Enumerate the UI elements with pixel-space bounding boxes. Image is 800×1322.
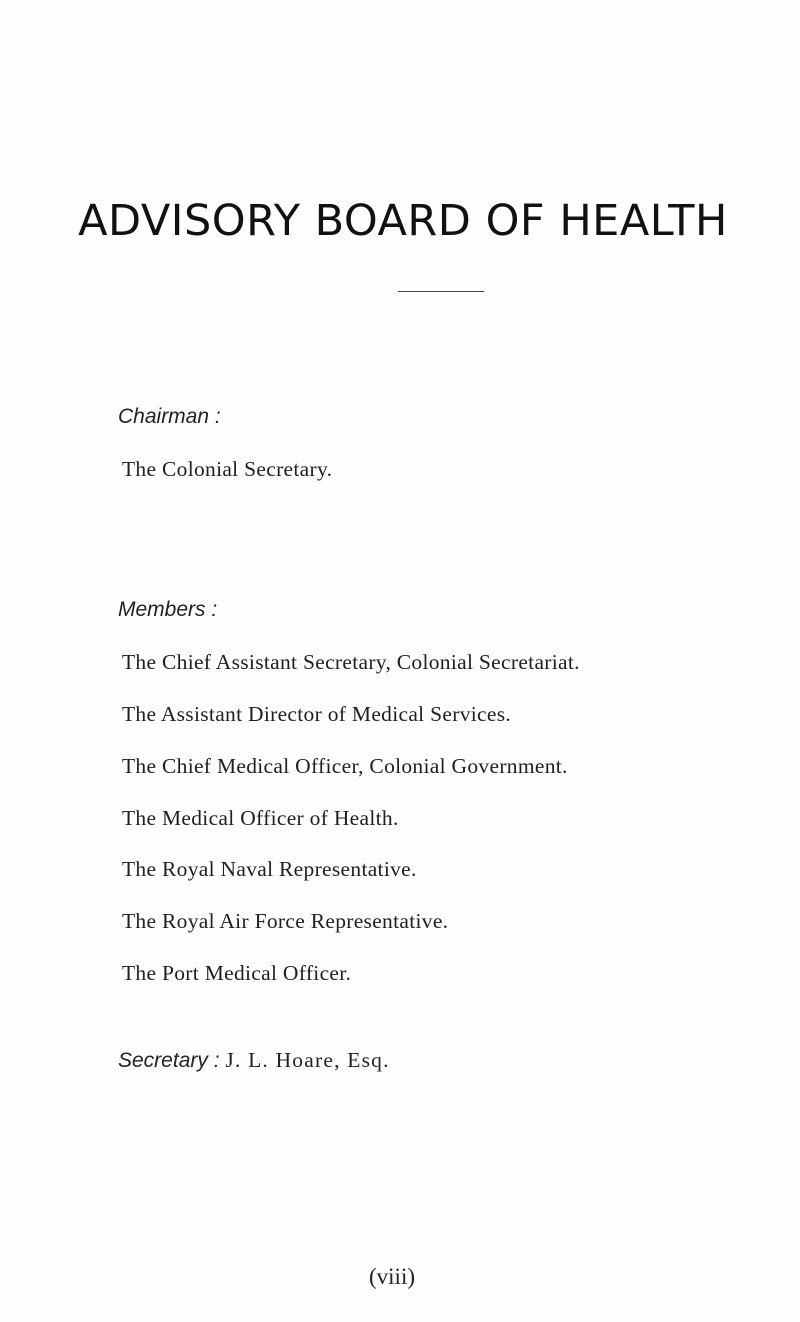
members-label: Members :: [118, 598, 218, 621]
secretary-name: J. L. Hoare, Esq.: [225, 1048, 390, 1072]
secretary-label: Secretary :: [118, 1049, 226, 1072]
chairman-label: Chairman :: [118, 405, 221, 428]
chairman-name: The Colonial Secretary.: [122, 457, 333, 481]
title-divider: [398, 291, 484, 292]
member-item: The Royal Air Force Representative.: [122, 909, 449, 933]
page-number: (viii): [369, 1264, 415, 1289]
member-item: The Medical Officer of Health.: [122, 806, 399, 830]
member-item: The Assistant Director of Medical Services.: [122, 702, 512, 726]
member-item: The Port Medical Officer.: [122, 961, 352, 985]
member-item: The Royal Naval Representative.: [122, 857, 417, 881]
page-title: ADVISORY BOARD OF HEALTH: [78, 196, 728, 246]
member-item: The Chief Medical Officer, Colonial Government.: [122, 754, 568, 778]
member-item: The Chief Assistant Secretary, Colonial Secretariat.: [122, 650, 580, 674]
secretary-row: [118, 1048, 390, 1073]
